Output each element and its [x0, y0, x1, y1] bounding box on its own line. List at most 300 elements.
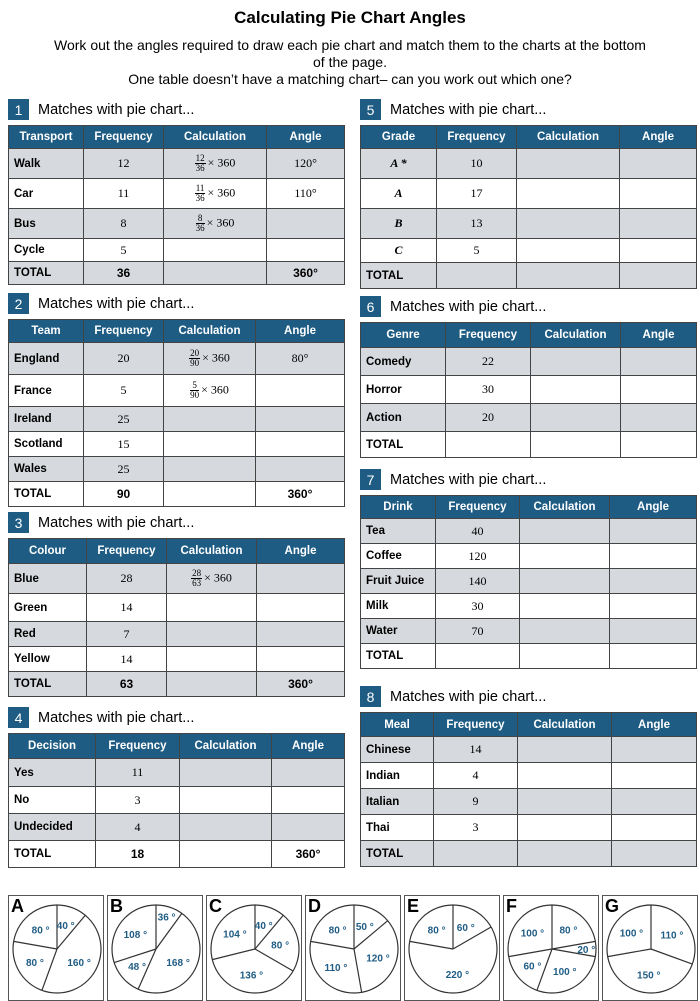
table-section-2: [8, 292, 344, 507]
pie-slice-label: 36 °: [157, 912, 176, 924]
page-title: Calculating Pie Chart Angles: [234, 8, 466, 27]
table-row: [361, 619, 697, 644]
row-label: Action: [361, 404, 446, 432]
row-angle: [257, 594, 345, 622]
row-label: Water: [361, 619, 436, 644]
row-label: Yes: [9, 759, 96, 787]
row-label: No: [9, 787, 96, 814]
row-calculation: [531, 348, 621, 376]
table-section-1: [8, 98, 344, 285]
col-header-calculation: Calculation: [520, 496, 610, 519]
row-angle: [256, 457, 345, 482]
row-angle: [610, 519, 697, 544]
row-label: France: [9, 375, 84, 407]
fraction-numerator: 28: [192, 568, 202, 578]
row-angle: [620, 209, 697, 239]
pie-chart-b: [107, 895, 203, 1001]
row-frequency: 15: [84, 432, 164, 457]
table-section-6: [360, 295, 696, 458]
section-title: Matches with pie chart...: [390, 101, 547, 118]
table-row: [361, 376, 697, 404]
row-frequency: 3: [96, 787, 180, 814]
row-label: England: [9, 343, 84, 375]
row-frequency: 11: [84, 179, 164, 209]
row-angle: [267, 209, 345, 239]
table-row: [9, 564, 345, 594]
row-frequency: 30: [436, 594, 520, 619]
table-row: [9, 647, 345, 672]
row-calculation: [531, 404, 621, 432]
col-header-angle: Angle: [610, 496, 697, 519]
col-header-calculation: Calculation: [531, 323, 621, 348]
fraction-numerator: 20: [190, 348, 200, 358]
instructions: [14, 37, 686, 88]
fraction-denominator: 63: [192, 578, 202, 588]
row-frequency: 17: [437, 179, 517, 209]
row-angle: [620, 149, 697, 179]
pie-slice-label: 60 °: [523, 961, 542, 973]
row-frequency: 14: [87, 594, 167, 622]
row-label: Fruit Juice: [361, 569, 436, 594]
row-calculation: [167, 622, 257, 647]
row-angle: [257, 622, 345, 647]
pie-chart-c: [206, 895, 302, 1001]
row-calculation: [517, 209, 620, 239]
row-angle: [612, 815, 697, 841]
row-calculation: [167, 594, 257, 622]
section-heading: [360, 685, 696, 708]
row-frequency: 14: [87, 647, 167, 672]
total-row: [9, 262, 345, 285]
section-title: Matches with pie chart...: [38, 709, 195, 726]
pie-slice-label: 120 °: [366, 953, 390, 965]
table-header-row: [9, 320, 345, 343]
col-header-frequency: Frequency: [446, 323, 531, 348]
section-heading: [360, 98, 696, 121]
fraction-denominator: 36: [195, 193, 205, 203]
row-label: Chinese: [361, 737, 434, 763]
section-number: 6: [360, 296, 381, 317]
total-angle: [620, 263, 697, 289]
row-angle: [620, 239, 697, 263]
pie-letter: B: [110, 896, 123, 916]
row-angle: [621, 348, 697, 376]
fraction-denominator: 36: [195, 223, 205, 233]
row-calculation: [164, 209, 267, 239]
row-calculation: [164, 179, 267, 209]
row-angle: [256, 407, 345, 432]
col-header-category: Grade: [361, 126, 437, 149]
row-calculation: [167, 564, 257, 594]
row-label: Comedy: [361, 348, 446, 376]
fraction-numerator: 11: [195, 183, 205, 193]
total-angle: [610, 644, 697, 669]
pie-slice-label: 80 °: [271, 940, 290, 952]
pie-slice-label: 100 °: [619, 928, 644, 940]
col-header-angle: Angle: [256, 320, 345, 343]
col-header-category: Genre: [361, 323, 446, 348]
table-header-row: [9, 539, 345, 564]
row-label: Horror: [361, 376, 446, 404]
pie-slice-label: 80 °: [25, 957, 44, 969]
total-angle: [612, 841, 697, 867]
row-frequency: 8: [84, 209, 164, 239]
row-label: Milk: [361, 594, 436, 619]
table-row: [361, 789, 697, 815]
table-header-row: [9, 126, 345, 149]
row-frequency: 5: [84, 239, 164, 262]
table-row: [361, 149, 697, 179]
row-frequency: 5: [437, 239, 517, 263]
total-frequency: 90: [84, 482, 164, 507]
row-calculation: [164, 343, 256, 375]
col-header-frequency: Frequency: [87, 539, 167, 564]
pie-slice-label: 80 °: [31, 925, 50, 937]
col-header-category: Meal: [361, 713, 434, 737]
table-row: [9, 622, 345, 647]
table-row: [9, 594, 345, 622]
row-angle: [272, 814, 345, 841]
row-angle: [620, 179, 697, 209]
total-row: [361, 644, 697, 669]
row-label: Ireland: [9, 407, 84, 432]
fraction-denominator: 36: [195, 163, 205, 173]
row-frequency: 120: [436, 544, 520, 569]
table-row: [361, 815, 697, 841]
row-calculation: [164, 457, 256, 482]
row-angle: [610, 544, 697, 569]
pie-chart-f: [503, 895, 599, 1001]
pie-slice-label: 150 °: [637, 970, 661, 982]
row-label: Bus: [9, 209, 84, 239]
fraction-numerator: 12: [195, 153, 205, 163]
row-calculation: [518, 789, 612, 815]
pie-slice-label: 104 °: [223, 929, 247, 941]
table-row: [9, 432, 345, 457]
row-label: Scotland: [9, 432, 84, 457]
total-calculation: [531, 432, 621, 458]
row-label: C: [361, 239, 437, 263]
table-row: [361, 404, 697, 432]
section-number: 8: [360, 686, 381, 707]
table-row: [361, 239, 697, 263]
row-angle: [612, 789, 697, 815]
col-header-angle: Angle: [257, 539, 345, 564]
row-calculation: [164, 239, 267, 262]
row-frequency: 10: [437, 149, 517, 179]
times-360: × 360: [204, 570, 232, 585]
total-label: TOTAL: [361, 644, 436, 669]
section-title: Matches with pie chart...: [38, 295, 195, 312]
col-header-angle: Angle: [272, 734, 345, 759]
pie-svg: [504, 896, 598, 1000]
row-calculation: [520, 519, 610, 544]
fraction: [190, 381, 199, 400]
total-frequency: [434, 841, 518, 867]
total-frequency: 36: [84, 262, 164, 285]
pie-slice-label: 80 °: [328, 925, 347, 937]
row-label: Thai: [361, 815, 434, 841]
row-label: Undecided: [9, 814, 96, 841]
fraction: [189, 349, 200, 368]
col-header-frequency: Frequency: [437, 126, 517, 149]
col-header-frequency: Frequency: [96, 734, 180, 759]
row-angle: [272, 787, 345, 814]
table-row: [9, 209, 345, 239]
col-header-calculation: Calculation: [518, 713, 612, 737]
pie-slice-label: 40 °: [254, 921, 273, 933]
row-frequency: 25: [84, 407, 164, 432]
pie-chart-d: [305, 895, 401, 1001]
row-angle: [610, 619, 697, 644]
times-360: × 360: [207, 185, 236, 200]
row-frequency: 14: [434, 737, 518, 763]
row-label: Blue: [9, 564, 87, 594]
fraction: [195, 154, 206, 173]
row-angle: [256, 432, 345, 457]
col-header-angle: Angle: [267, 126, 345, 149]
row-calculation: [164, 432, 256, 457]
table-row: [9, 239, 345, 262]
pie-slice-label: 48 °: [128, 962, 146, 974]
col-header-category: Decision: [9, 734, 96, 759]
table-header-row: [9, 734, 345, 759]
total-label: TOTAL: [361, 841, 434, 867]
total-angle: 360°: [256, 482, 345, 507]
row-frequency: 20: [84, 343, 164, 375]
row-label: A *: [361, 149, 437, 179]
table-row: [361, 544, 697, 569]
pie-slice-label: 136 °: [239, 970, 264, 982]
times-360: × 360: [201, 382, 229, 397]
frequency-table: [360, 125, 697, 289]
pie-letter: G: [605, 896, 620, 916]
total-frequency: 63: [87, 672, 167, 697]
row-angle: [257, 564, 345, 594]
row-calculation: [167, 647, 257, 672]
total-label: TOTAL: [361, 263, 437, 289]
row-label: Walk: [9, 149, 84, 179]
row-frequency: 4: [96, 814, 180, 841]
pie-letter: E: [407, 896, 420, 916]
total-angle: [621, 432, 697, 458]
row-angle: [256, 375, 345, 407]
fraction: [191, 569, 202, 588]
col-header-frequency: Frequency: [84, 126, 164, 149]
row-label: Cycle: [9, 239, 84, 262]
table-row: [361, 348, 697, 376]
pie-chart-g: [602, 895, 698, 1001]
col-header-calculation: Calculation: [517, 126, 620, 149]
pie-letter: F: [506, 896, 517, 916]
pie-chart-e: [404, 895, 500, 1001]
row-calculation: [518, 737, 612, 763]
frequency-table: [8, 319, 345, 507]
table-row: [361, 179, 697, 209]
frequency-table: [8, 538, 345, 697]
row-calculation: [180, 814, 272, 841]
row-label: Car: [9, 179, 84, 209]
col-header-frequency: Frequency: [436, 496, 520, 519]
instruction-line-2: of the page.: [313, 54, 387, 70]
row-angle: [621, 404, 697, 432]
col-header-angle: Angle: [621, 323, 697, 348]
row-angle: [621, 376, 697, 404]
frequency-table: [360, 322, 697, 458]
col-header-calculation: Calculation: [180, 734, 272, 759]
col-header-category: Drink: [361, 496, 436, 519]
pie-slice-label: 20 °: [577, 945, 596, 956]
total-label: TOTAL: [9, 841, 96, 868]
row-calculation: [520, 544, 610, 569]
row-frequency: 11: [96, 759, 180, 787]
col-header-calculation: Calculation: [164, 320, 256, 343]
section-number: 1: [8, 99, 29, 120]
pie-slice-label: 80 °: [559, 925, 578, 937]
col-header-angle: Angle: [612, 713, 697, 737]
row-frequency: 20: [446, 404, 531, 432]
table-header-row: [361, 126, 697, 149]
total-frequency: [446, 432, 531, 458]
fraction: [195, 184, 206, 203]
pie-slice-label: 80 °: [427, 925, 446, 937]
table-row: [361, 594, 697, 619]
fraction: [196, 214, 205, 233]
total-row: [9, 672, 345, 697]
table-header-row: [361, 713, 697, 737]
row-frequency: 9: [434, 789, 518, 815]
table-row: [9, 787, 345, 814]
row-frequency: 13: [437, 209, 517, 239]
table-row: [361, 209, 697, 239]
instruction-line-1: Work out the angles required to draw each pie chart and match them to the charts at the bottom: [54, 37, 646, 53]
row-angle: [612, 763, 697, 789]
total-calculation: [518, 841, 612, 867]
pie-slice-label: 110 °: [324, 963, 348, 975]
table-row: [9, 149, 345, 179]
fraction-numerator: 8: [196, 214, 205, 224]
row-frequency: 7: [87, 622, 167, 647]
pie-slice-label: 100 °: [520, 928, 545, 940]
times-360: × 360: [206, 215, 235, 230]
row-label: Italian: [361, 789, 434, 815]
table-section-8: [360, 685, 696, 867]
section-heading: [360, 468, 696, 491]
row-angle: 110°: [267, 179, 345, 209]
section-heading: [8, 292, 344, 315]
total-calculation: [164, 482, 256, 507]
frequency-table: [360, 712, 697, 867]
section-number: 3: [8, 512, 29, 533]
table-row: [9, 814, 345, 841]
row-calculation: [164, 149, 267, 179]
row-calculation: [518, 815, 612, 841]
total-row: [361, 263, 697, 289]
row-calculation: [517, 239, 620, 263]
pie-letter: C: [209, 896, 222, 916]
pie-chart-a: [8, 895, 104, 1001]
table-section-5: [360, 98, 696, 289]
table-section-7: [360, 468, 696, 669]
section-number: 4: [8, 707, 29, 728]
row-calculation: [180, 787, 272, 814]
row-label: B: [361, 209, 437, 239]
fraction-numerator: 5: [190, 381, 199, 391]
total-frequency: [436, 644, 520, 669]
pie-slice-label: 220 °: [445, 970, 470, 982]
row-frequency: 28: [87, 564, 167, 594]
row-label: Yellow: [9, 647, 87, 672]
row-calculation: [517, 149, 620, 179]
row-angle: [612, 737, 697, 763]
row-frequency: 140: [436, 569, 520, 594]
col-header-frequency: Frequency: [434, 713, 518, 737]
row-angle: [610, 569, 697, 594]
total-label: TOTAL: [9, 672, 87, 697]
row-frequency: 22: [446, 348, 531, 376]
total-angle: 360°: [267, 262, 345, 285]
pie-slice-label: 50 °: [355, 921, 374, 933]
table-row: [9, 759, 345, 787]
col-header-category: Team: [9, 320, 84, 343]
table-row: [9, 407, 345, 432]
row-label: Green: [9, 594, 87, 622]
section-title: Matches with pie chart...: [38, 514, 195, 531]
total-row: [9, 841, 345, 868]
col-header-category: Colour: [9, 539, 87, 564]
fraction-denominator: 90: [190, 390, 200, 400]
row-frequency: 40: [436, 519, 520, 544]
row-angle: 80°: [256, 343, 345, 375]
row-frequency: 12: [84, 149, 164, 179]
times-360: × 360: [202, 350, 230, 365]
section-number: 2: [8, 293, 29, 314]
pie-letter: D: [308, 896, 321, 916]
total-label: TOTAL: [361, 432, 446, 458]
row-label: Tea: [361, 519, 436, 544]
pie-slice-label: 168 °: [166, 957, 190, 969]
row-angle: [257, 647, 345, 672]
pie-svg: [405, 896, 499, 1000]
total-angle: 360°: [257, 672, 345, 697]
row-frequency: 70: [436, 619, 520, 644]
section-title: Matches with pie chart...: [390, 298, 547, 315]
row-frequency: 3: [434, 815, 518, 841]
row-calculation: [518, 763, 612, 789]
section-number: 7: [360, 469, 381, 490]
col-header-category: Transport: [9, 126, 84, 149]
total-angle: 360°: [272, 841, 345, 868]
col-header-calculation: Calculation: [164, 126, 267, 149]
col-header-calculation: Calculation: [167, 539, 257, 564]
total-row: [361, 432, 697, 458]
table-row: [9, 179, 345, 209]
row-calculation: [517, 179, 620, 209]
total-frequency: 18: [96, 841, 180, 868]
total-calculation: [164, 262, 267, 285]
pie-slice-label: 40 °: [56, 921, 75, 933]
pie-slice-label: 60 °: [456, 922, 475, 934]
row-calculation: [520, 569, 610, 594]
row-calculation: [164, 375, 256, 407]
section-number: 5: [360, 99, 381, 120]
total-calculation: [517, 263, 620, 289]
table-row: [361, 569, 697, 594]
row-calculation: [520, 594, 610, 619]
frequency-table: [8, 733, 345, 868]
table-section-3: [8, 511, 344, 697]
total-calculation: [180, 841, 272, 868]
